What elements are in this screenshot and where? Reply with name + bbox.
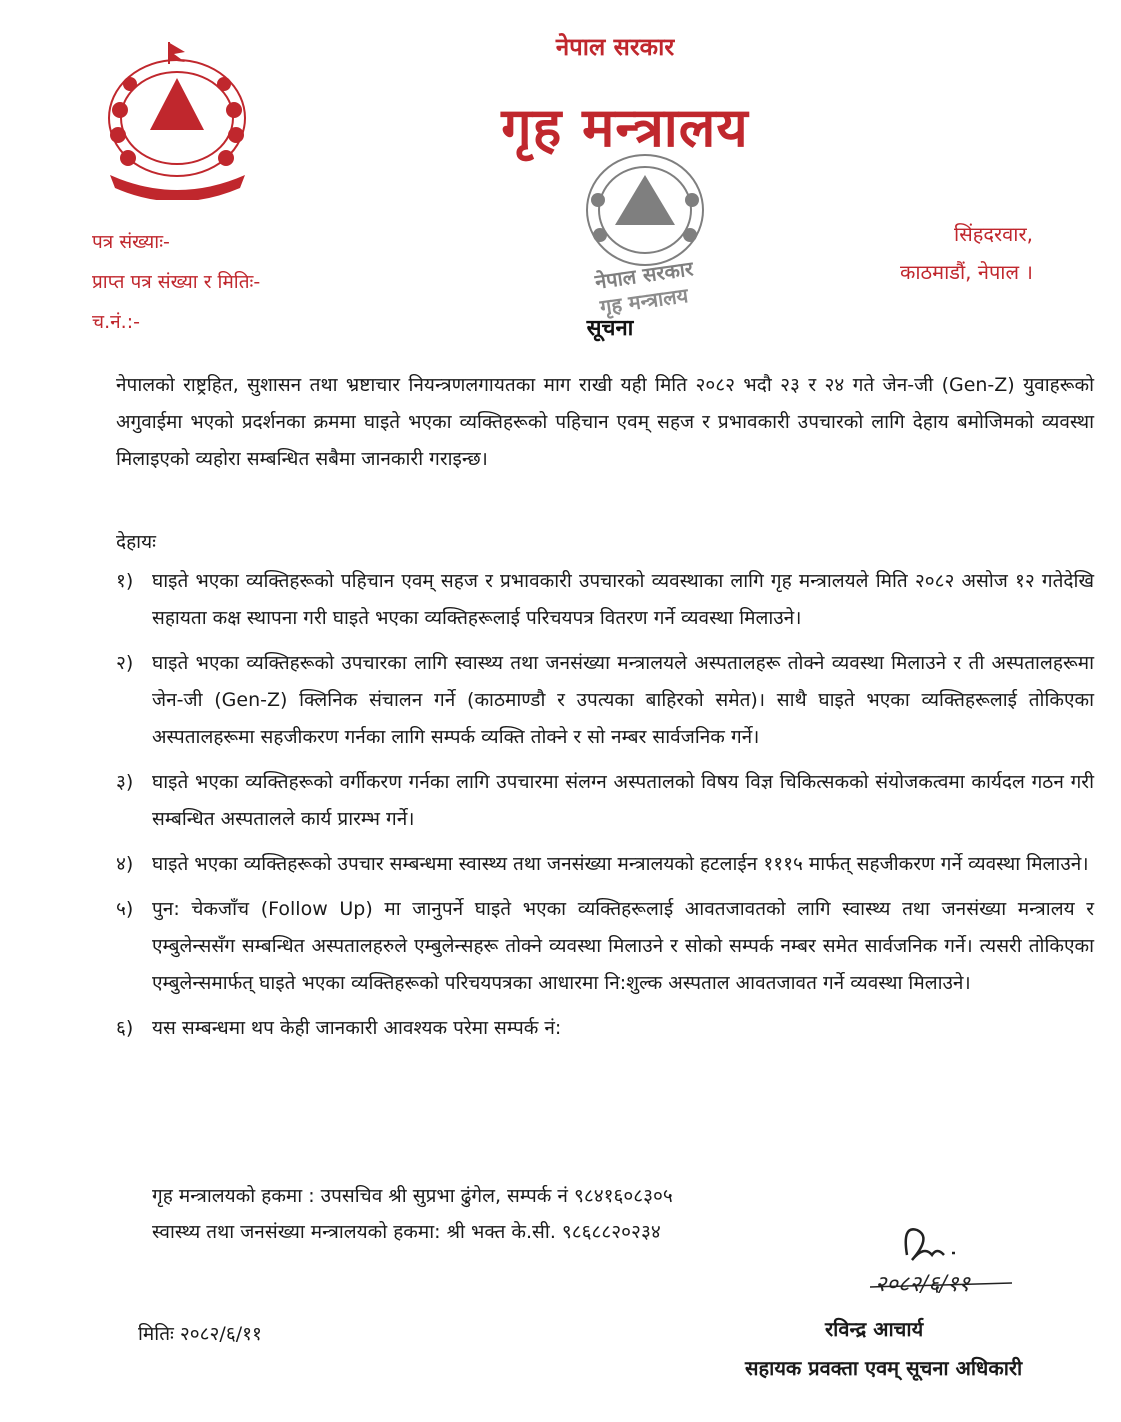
item-text: घाइते भएका व्यक्तिहरूको वर्गीकरण गर्नका लागि उपचारमा संलग्न अस्पतालको विषय विज्ञ चिकित्सकको संयोजकत्वमा कार्यदल गठन गरी सम्बन्धित अस्पतालले कार्य प्रारम्भ गर्ने। xyxy=(152,771,1094,830)
handwritten-date: २०८२/६/११ xyxy=(875,1272,970,1297)
item-text: घाइते भएका व्यक्तिहरूको पहिचान एवम् सहज र प्रभावकारी उपचारको व्यवस्थाका लागि गृह मन्त्रालयले मिति २०८२ असोज १२ गतेदेखि सहायता कक्ष स्थापना गरी घाइते भएका व्यक्तिहरूलाई परिचयपत्र वितरण गर्ने व्यवस्था मिलाउने। xyxy=(152,570,1094,629)
item-number: ६) xyxy=(116,1017,134,1039)
national-emblem xyxy=(90,40,265,200)
item-text: घाइते भएका व्यक्तिहरूको उपचार सम्बन्धमा स्वास्थ्य तथा जनसंख्या मन्त्रालयको हटलाईन १११५ मार्फत् सहजीकरण गर्ने व्यवस्था मिलाउने। xyxy=(152,853,1089,875)
item-text: पुन: चेकजाँच (Follow Up) मा जानुपर्ने घाइते भएका व्यक्तिहरूलाई आवतजावतको लागि स्वास्थ्य तथा जनसंख्या मन्त्रालय र एम्बुलेन्ससँग सम्बन्धित अस्पतालहरुले एम्बुलेन्सहरू तोक्ने व्यवस्था मिलाउने र सोको सम्पर्क नम्बर समेत सार्वजनिक गर्ने। त्यसरी तोकिएका एम्बुलेन्समार्फत् घाइते भएका व्यक्तिहरूको परिचयपत्रका आधारमा नि:शुल्क अस्पताल आवतजावत गर्ने व्यवस्था मिलाउने। xyxy=(152,898,1094,994)
address-line-1: सिंहदरवार, xyxy=(954,222,1033,246)
government-name: नेपाल सरकार xyxy=(555,33,675,61)
list-item xyxy=(116,764,1094,838)
item-number: ५) xyxy=(116,898,134,920)
item-number: १) xyxy=(116,570,134,592)
stamp-text-2: गृह मन्त्रालय xyxy=(598,283,690,320)
ministry-stamp xyxy=(560,140,730,320)
signatory-name: रविन्द्र आचार्य xyxy=(825,1317,924,1341)
item-text: घाइते भएका व्यक्तिहरूको उपचारका लागि स्वास्थ्य तथा जनसंख्या मन्त्रालयले अस्पतालहरू तोक्ने व्यवस्था मिलाउने र ती अस्पतालहरूमा जेन-जी (Gen-Z) क्लिनिक संचालन गर्ने (काठमाण्डौ र उपत्यका बाहिरको समेत)। साथै घाइते भएका व्यक्तिहरूलाई तोकिएका अस्पतालहरूमा सहजीकरण गर्नका लागि सम्पर्क व्यक्ति तोक्ने र सो नम्बर सार्वजनिक गर्ने। xyxy=(152,652,1094,748)
ministry-name: गृह मन्त्रालय xyxy=(501,96,749,159)
notice-intro: नेपालको राष्ट्रहित, सुशासन तथा भ्रष्टाचार नियन्त्रणलगायतका माग राखी यही मिति २०८२ भदौ २३ र २४ गते जेन-जी (Gen-Z) युवाहरूको अगुवाईमा भएको प्रदर्शनका क्रममा घाइते भएका व्यक्तिहरूको पहिचान एवम् सहज र प्रभावकारी उपचारको लागि देहाय बमोजिमको व्यवस्था मिलाइएको व्यहोरा सम्बन्धित सबैमा जानकारी गराइन्छ। xyxy=(116,374,1094,470)
address-line-2: काठमाडौं, नेपाल । xyxy=(899,260,1033,284)
signatory-title: सहायक प्रवक्ता एवम् सूचना अधिकारी xyxy=(745,1356,1023,1380)
list-item xyxy=(116,563,1094,637)
reference-number: पत्र संख्याः- xyxy=(92,231,170,253)
list-item xyxy=(116,846,1094,883)
dehaya-label: देहायः xyxy=(116,531,156,553)
notice-title: सूचना xyxy=(586,316,634,341)
item-number: ३) xyxy=(116,771,134,793)
notice-date: मितिः २०८२/६/११ xyxy=(138,1323,262,1345)
list-item xyxy=(116,1010,1094,1047)
received-reference: प्राप्त पत्र संख्या र मितिः- xyxy=(92,271,261,293)
signature-mark xyxy=(862,1215,1032,1315)
item-text: यस सम्बन्धमा थप केही जानकारी आवश्यक परेमा सम्पर्क नं: xyxy=(152,1017,562,1039)
contact-health-ministry: स्वास्थ्य तथा जनसंख्या मन्त्रालयको हकमा: श्री भक्त के.सी. ९८६८८२०२३४ xyxy=(152,1221,661,1243)
contact-home-ministry: गृह मन्त्रालयको हकमा : उपसचिव श्री सुप्रभा ढुंगेल, सम्पर्क नं ९८४१६०८३०५ xyxy=(152,1185,673,1207)
item-number: २) xyxy=(116,652,134,674)
dispatch-number: च.नं.:- xyxy=(92,311,140,333)
list-item xyxy=(116,645,1094,756)
notice-items xyxy=(116,563,1094,1055)
item-number: ४) xyxy=(116,853,134,875)
list-item xyxy=(116,891,1094,1002)
stamp-text-1: नेपाल सरकार xyxy=(593,256,695,294)
